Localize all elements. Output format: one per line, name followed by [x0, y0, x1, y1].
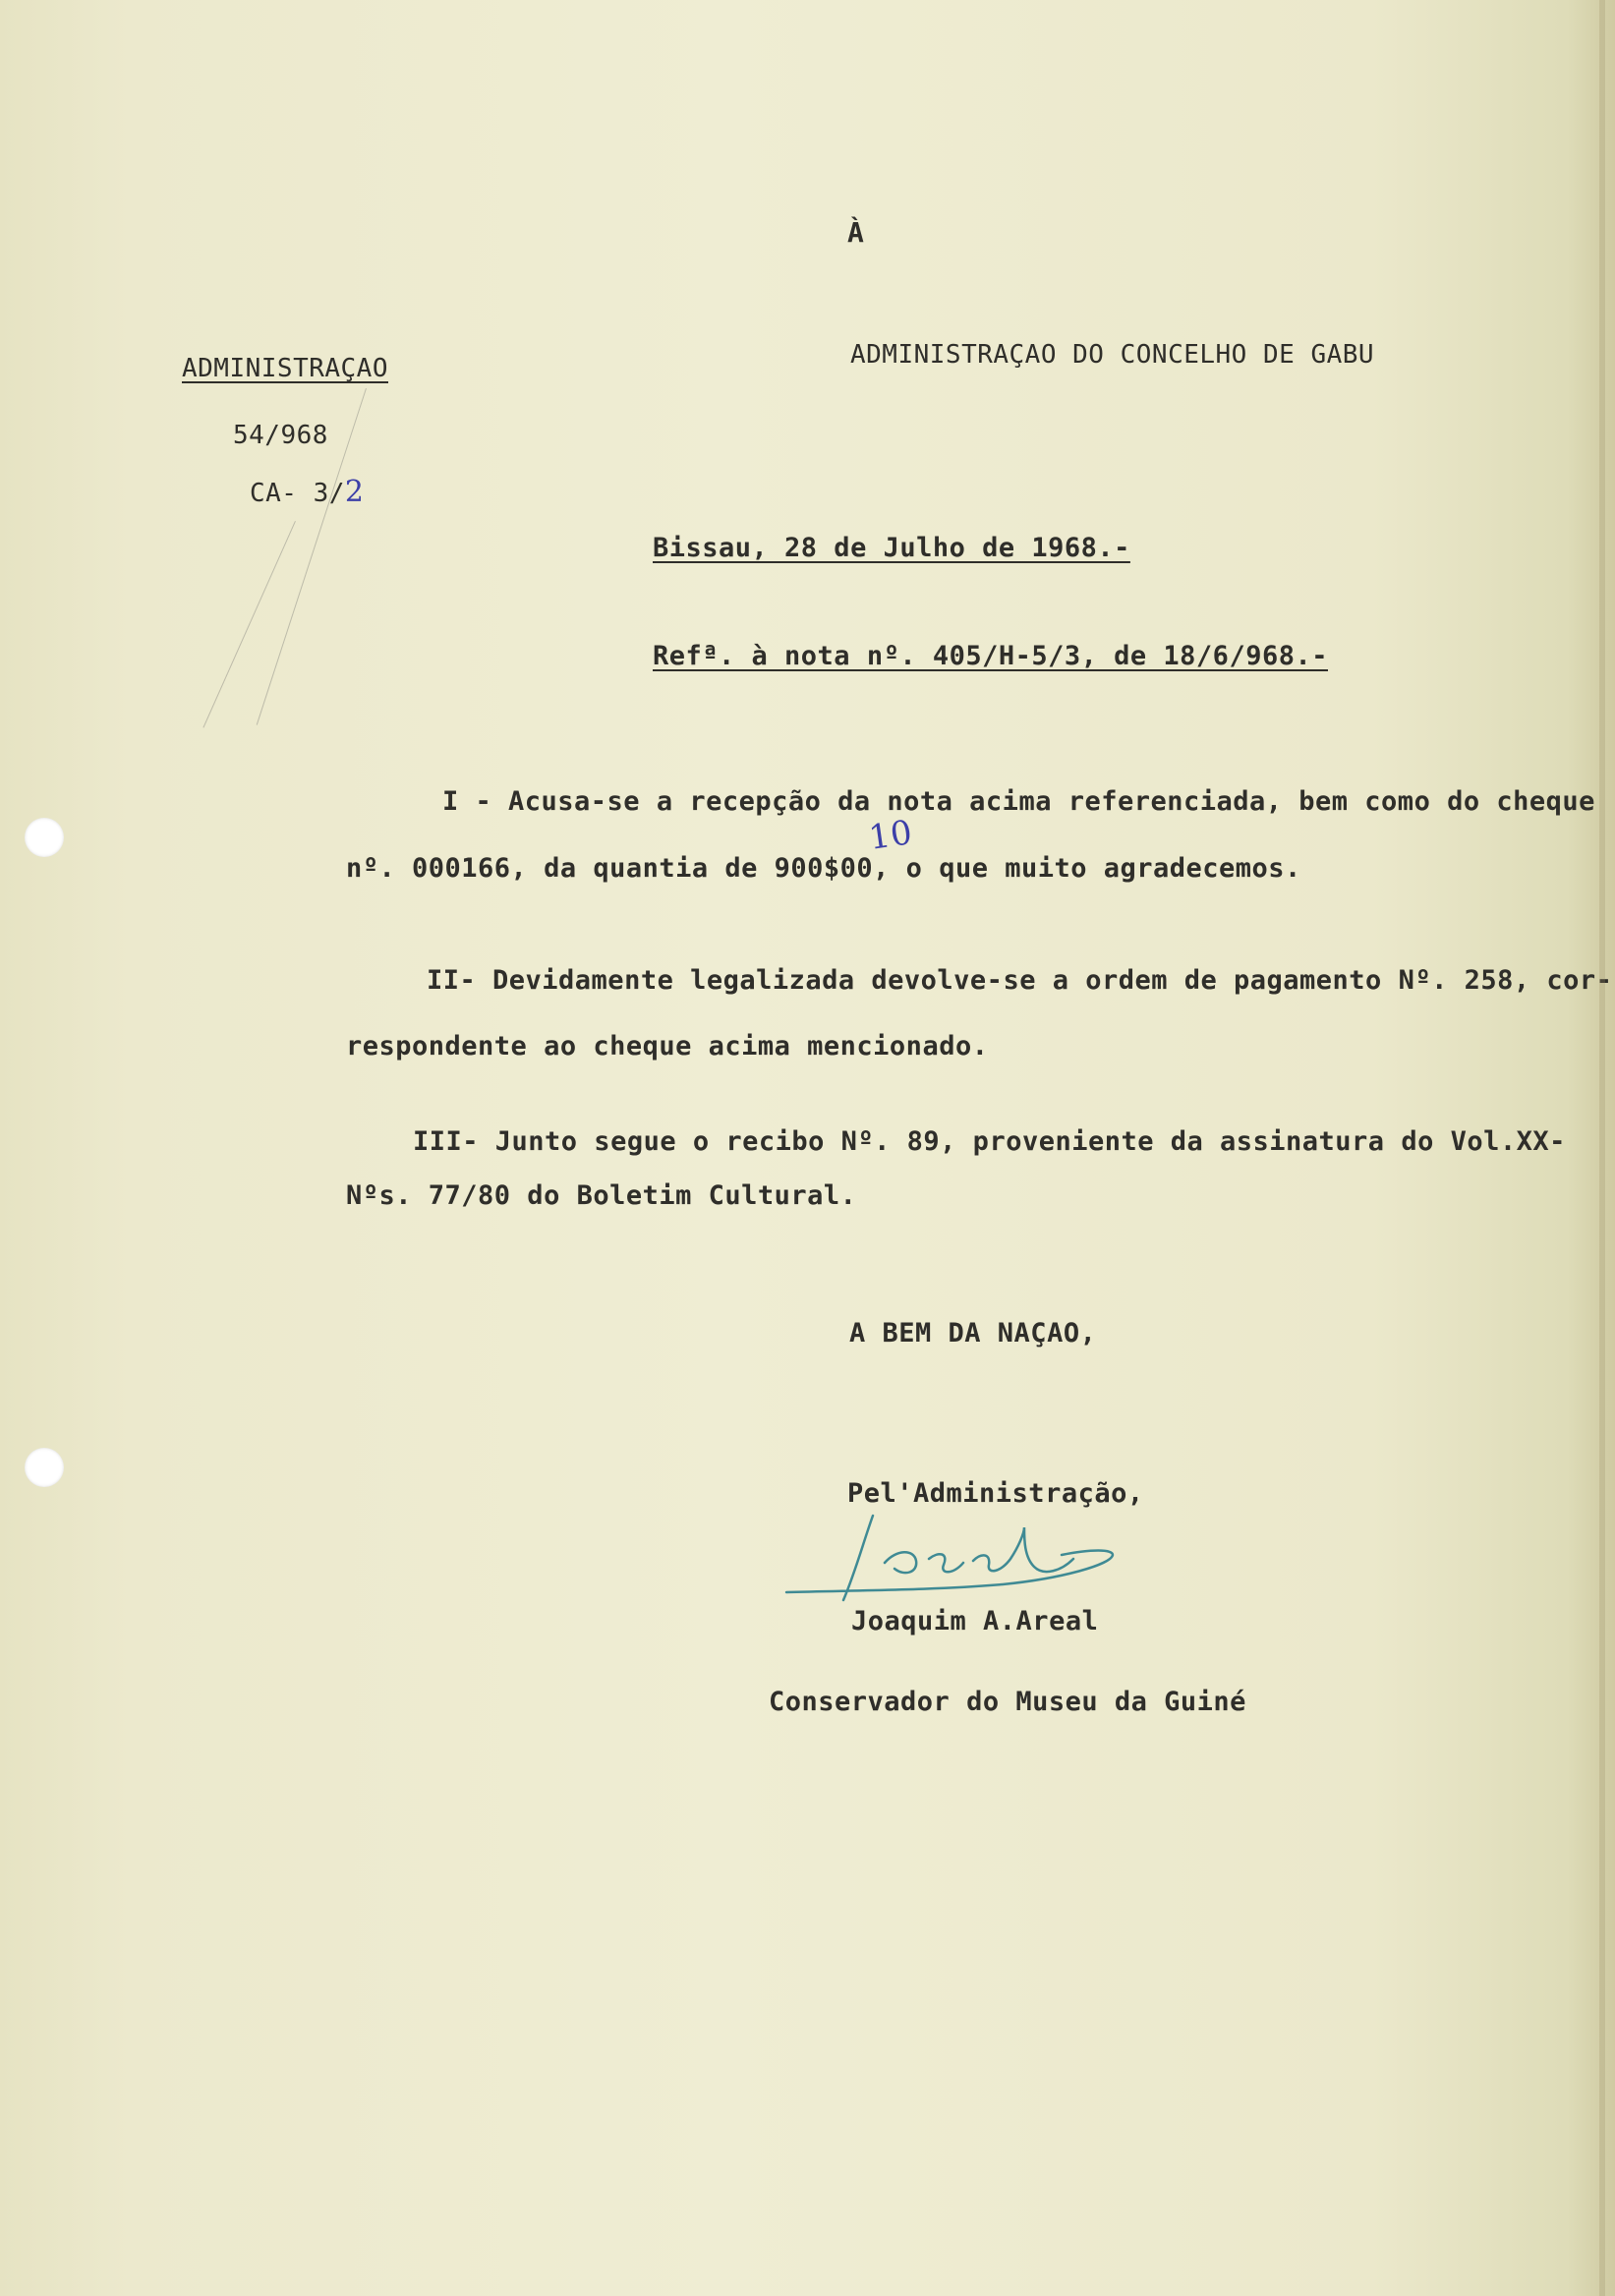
punch-hole-bottom: [25, 1448, 64, 1487]
reference-code-prefix: CA- 3/: [250, 479, 345, 508]
date-line: Bissau, 28 de Julho de 1968.-: [653, 533, 1130, 563]
paragraph-1-line-1: I - Acusa-se a recepção da nota acima referenciada, bem como do cheque: [442, 786, 1595, 817]
reference-number: 54/968: [233, 421, 328, 450]
pencil-stroke: [202, 521, 295, 728]
department-label: ADMINISTRAÇAO: [182, 354, 388, 383]
addressee: ADMINISTRAÇAO DO CONCELHO DE GABU: [850, 340, 1375, 370]
paragraph-2-line-2: respondente ao cheque acima mencionado.: [346, 1031, 989, 1062]
paragraph-3-line-1: III- Junto segue o recibo Nº. 89, proveniente da assinatura do Vol.XX-: [413, 1126, 1566, 1157]
handwritten-code-digit: 2: [344, 475, 365, 509]
signatory-title: Conservador do Museu da Guiné: [769, 1687, 1246, 1717]
punch-hole-top: [25, 818, 64, 857]
paragraph-1-line-2: nº. 000166, da quantia de 900$00, o que muito agradecemos.: [346, 853, 1301, 884]
closing-salutation: A BEM DA NAÇAO,: [849, 1318, 1097, 1349]
paragraph-2-line-1: II- Devidamente legalizada devolve-se a ordem de pagamento Nº. 258, cor-: [427, 965, 1613, 996]
on-behalf-line: Pel'Administração,: [847, 1478, 1144, 1509]
reference-code: [250, 475, 365, 509]
ref-line: Refª. à nota nº. 405/H-5/3, de 18/6/968.-: [653, 641, 1328, 671]
handwritten-correction: 10: [866, 813, 915, 858]
signatory-name: Joaquim A.Areal: [851, 1606, 1099, 1636]
signature: [767, 1494, 1140, 1612]
header-mark: À: [847, 216, 865, 249]
paragraph-3-line-2: Nºs. 77/80 do Boletim Cultural.: [346, 1180, 857, 1211]
